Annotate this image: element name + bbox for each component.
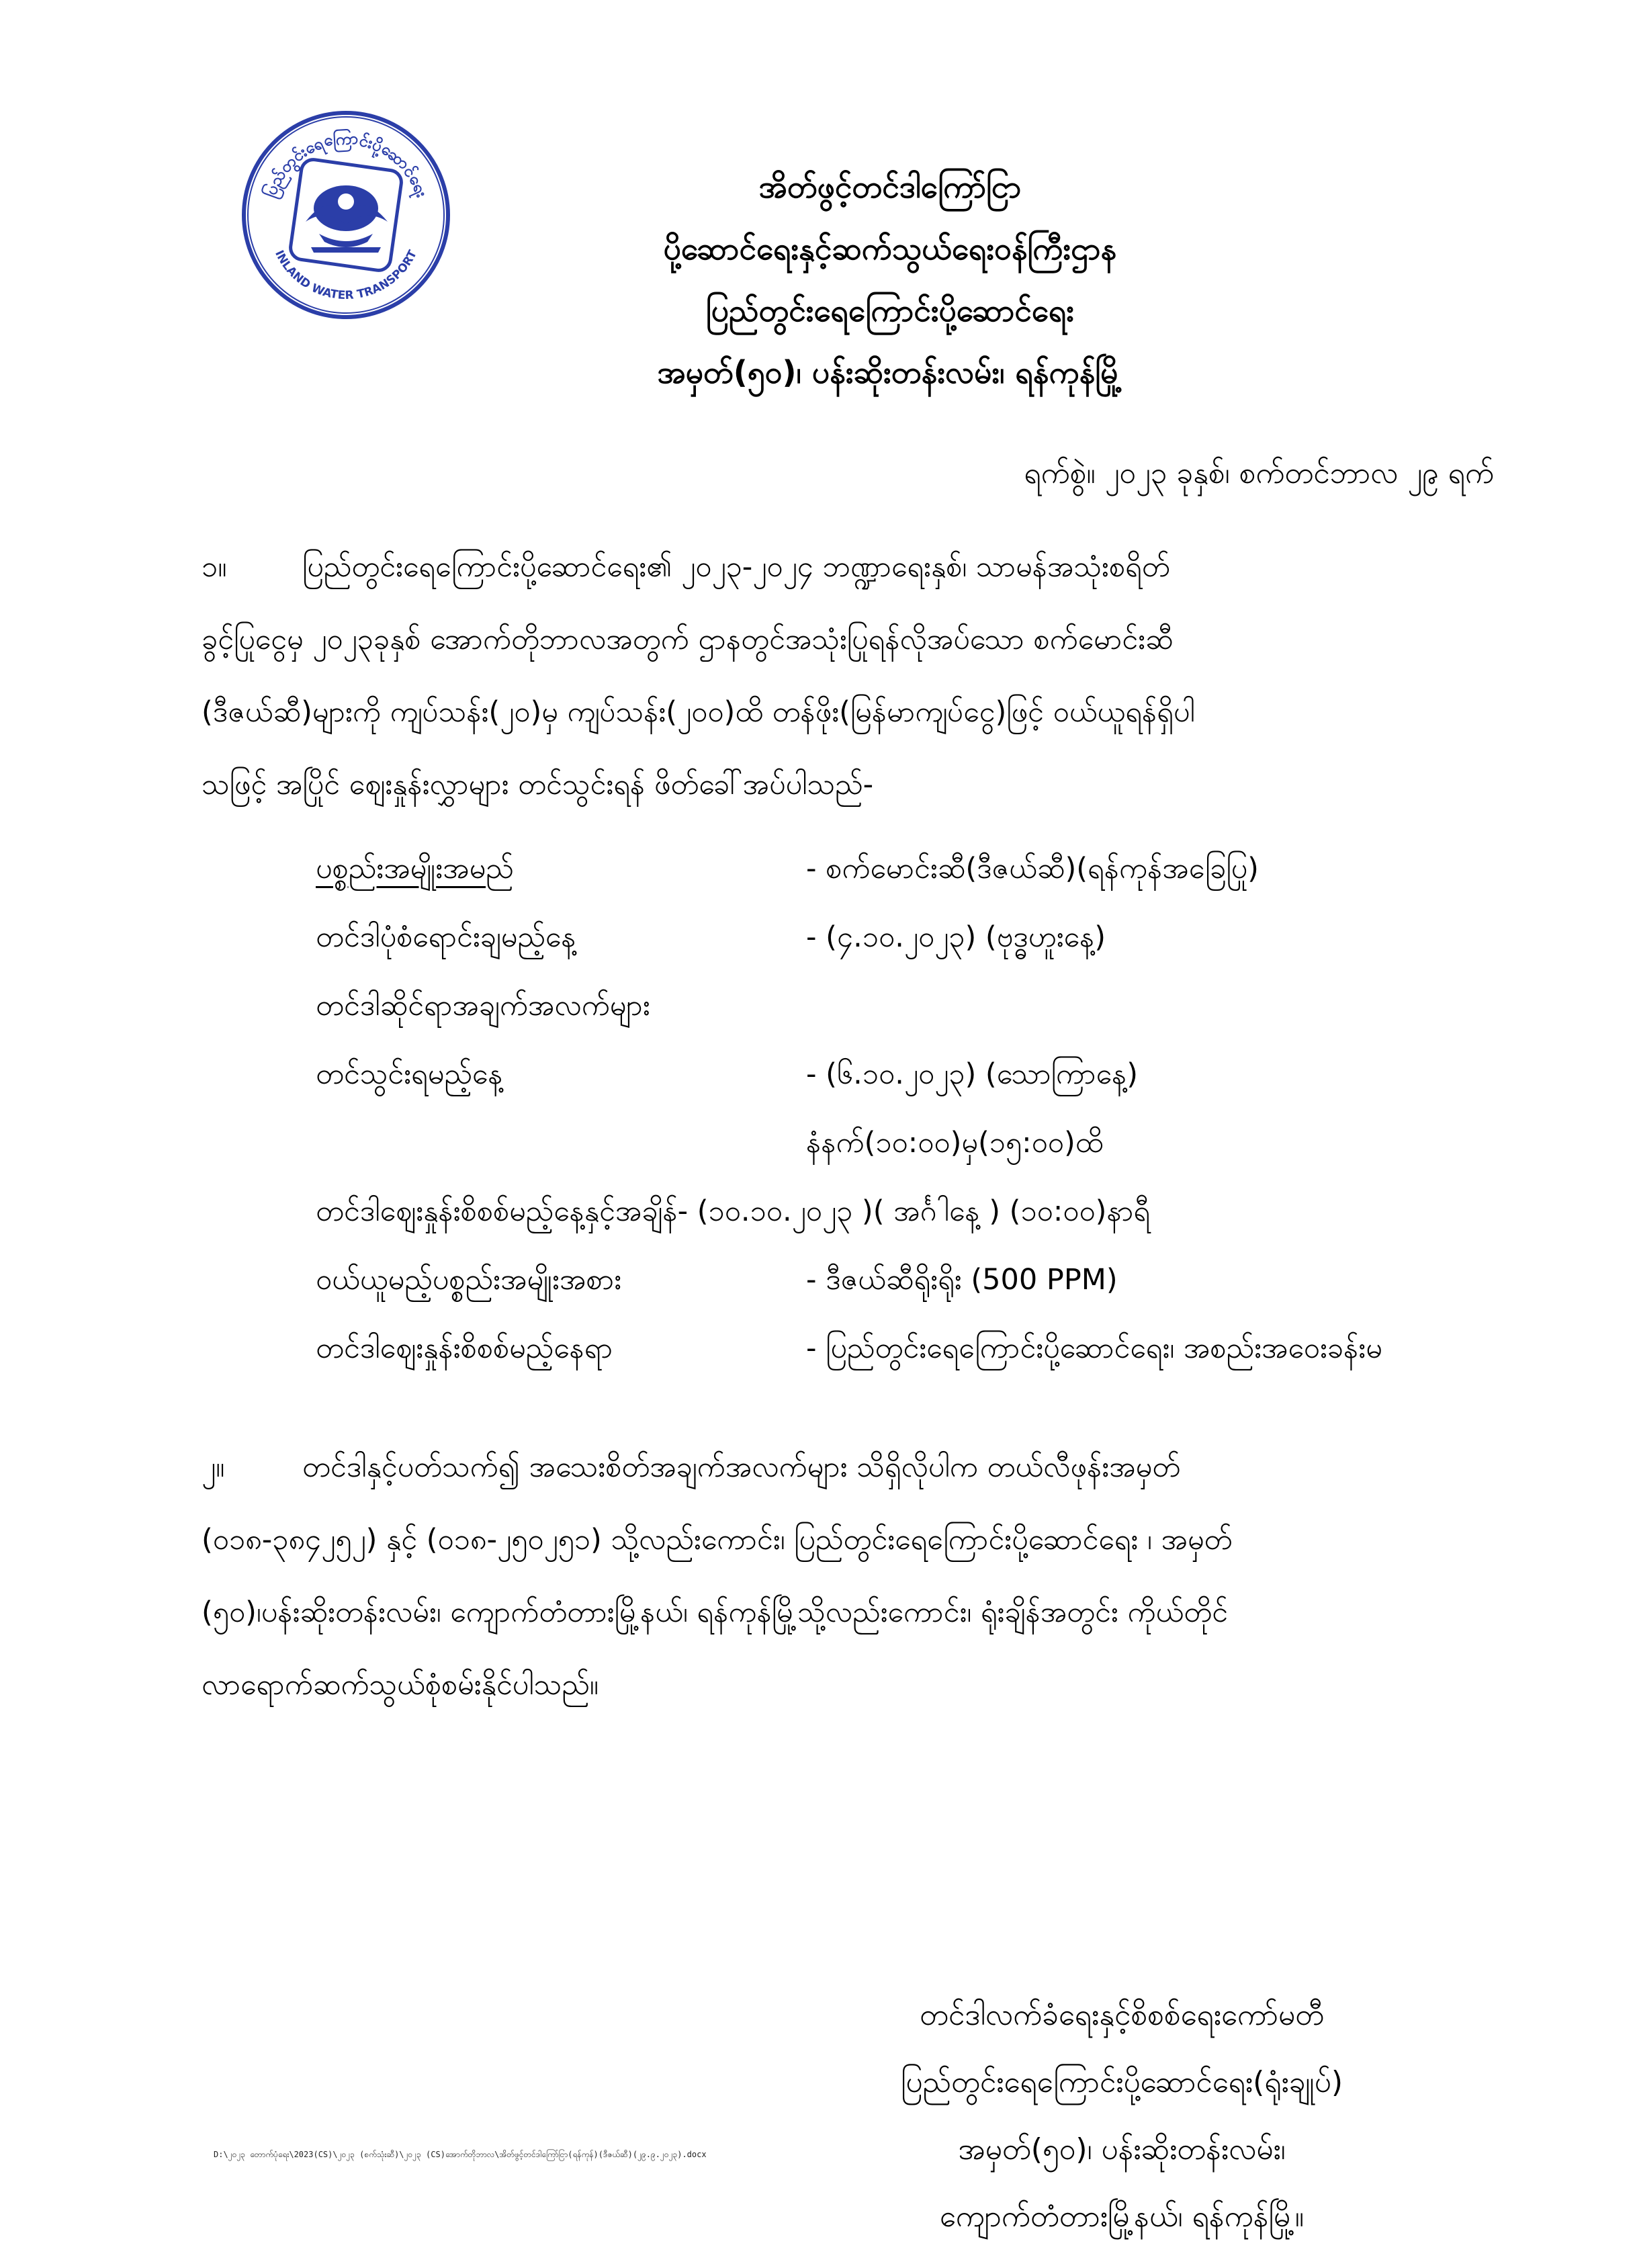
- paragraph-line: (၀၁၈-၃၈၄၂၅၂) နှင့် (၀၁၈-၂၅၀၂၅၁) သို့လည်းကောင်း၊ ပြည်တွင်းရေကြောင်းပို့ဆောင်ရေး ၊ အမှတ်: [202, 1523, 1233, 1557]
- paragraph-line: လာရောက်ဆက်သွယ်စုံစမ်းနိုင်ပါသည်။: [202, 1668, 599, 1702]
- paragraph-number: ၂။: [202, 1450, 225, 1484]
- detail-label: ပစ္စည်းအမျိုးအမည်: [316, 852, 514, 885]
- paragraph-text: ပြည်တွင်းရေကြောင်းပို့ဆောင်ရေး၏ ၂၀၂၃-၂၀၂၄ ဘဏ္ဍာရေးနှစ်၊ သာမန်အသုံးစရိတ်: [302, 550, 1170, 584]
- detail-value: နံနက်(၁၀:၀၀)မှ(၁၅:၀၀)ထိ: [806, 1126, 1104, 1160]
- detail-label: တင်သွင်းရမည့်နေ့: [316, 1057, 503, 1091]
- paragraph-line: သဖြင့် အပြိုင် ဈေးနှုန်းလွှာများ တင်သွင်းရန် ဖိတ်ခေါ်အပ်ပါသည်-: [202, 768, 874, 801]
- detail-row-item-name: [316, 834, 1498, 903]
- detail-row-submission-date: [316, 1040, 1498, 1108]
- signature-address-street: အမှတ်(၅၀)၊ ပန်းဆိုးတန်းလမ်း၊: [958, 2132, 1286, 2167]
- detail-label: တင်ဒါဆိုင်ရာအချက်အလက်များ: [316, 989, 650, 1022]
- date-line: ရက်စွဲ။ ၂၀၂၃ ခုနှစ်၊ စက်တင်ဘာလ ၂၉ ရက်: [1024, 456, 1494, 490]
- signature-committee: တင်ဒါလက်ခံရေးနှင့်စိစစ်ရေးကော်မတီ: [920, 1998, 1324, 2032]
- detail-label: တင်ဒါဈေးနှုန်းစိစစ်မည့်နေရာ: [316, 1332, 613, 1365]
- paragraph-line: ခွင့်ပြုငွေမှ ၂၀၂၃ခုနှစ် အောက်တိုဘာလအတွက် ဌာနတွင်အသုံးပြုရန်လိုအပ်သော စက်မောင်းဆီ: [202, 623, 1174, 656]
- detail-label: တင်ဒါပုံစံရောင်းချမည့်နေ့: [316, 920, 576, 954]
- header-address: အမှတ်(၅၀)၊ ပန်းဆိုးတန်းလမ်း၊ ရန်ကုန်မြို့: [657, 354, 1123, 390]
- detail-row-submission-time: [316, 1108, 1498, 1177]
- detail-row-form-sale-date: [316, 903, 1498, 971]
- paragraph-line: [202, 1431, 1498, 1503]
- header-title: အိတ်ဖွင့်တင်ဒါကြော်ငြာ: [758, 169, 1022, 205]
- seal-icon: [232, 101, 460, 329]
- document-header: [470, 156, 1310, 403]
- detail-value: - စက်မောင်းဆီ(ဒီဇယ်ဆီ)(ရန်ကုန်အခြေပြု): [806, 852, 1259, 885]
- detail-row-evaluation-date: [316, 1177, 1498, 1246]
- detail-row-tender-info: [316, 971, 1498, 1040]
- signature-address-city: ကျောက်တံတားမြို့နယ်၊ ရန်ကုန်မြို့။: [939, 2199, 1305, 2234]
- header-ministry: ပို့ဆောင်ရေးနှင့်ဆက်သွယ်ရေးဝန်ကြီးဌာန: [663, 230, 1117, 267]
- detail-value: - ပြည်တွင်းရေကြောင်းပို့ဆောင်ရေး၊ အစည်းအဝေးခန်းမ: [806, 1332, 1382, 1365]
- paragraph-number: ၁။: [202, 550, 227, 584]
- detail-label: ဝယ်ယူမည့်ပစ္စည်းအမျိုးအစား: [316, 1263, 622, 1297]
- seal-bottom-text: INLAND WATER TRANSPORT: [272, 248, 420, 303]
- detail-label: တင်ဒါဈေးနှုန်းစိစစ်မည့်နေ့နှင့်အချိန်- (၁၀.၁၀.၂၀၂၃ )( အင်္ဂါနေ့ ) (၁၀:၀၀)နာရီ: [316, 1194, 1151, 1228]
- paragraph-1: [202, 531, 1498, 821]
- paragraph-line: (ဒီဇယ်ဆီ)များကို ကျပ်သန်း(၂၀)မှ ကျပ်သန်း(၂၀၀)ထိ တန်ဖိုး(မြန်မာကျပ်ငွေ)ဖြင့် ဝယ်ယူရန်ရှိပါ: [202, 695, 1195, 729]
- file-path-footer: D:\၂၀၂၃ တောက်ပုံရေး\2023(CS)\၂၀၂၃ (စက်သုံးဆီ)\၂၀၂၃ (CS)အောက်တိုဘာလ\အိတ်ဖွင့်တင်ဒါကြော်ငြာ(ရန်ကုန်)(ဒီဇယ်ဆီ)(၂၉.၉.၂၀၂၃).docx: [214, 2150, 707, 2159]
- detail-row-evaluation-venue: [316, 1314, 1498, 1383]
- tender-details: [316, 834, 1498, 1383]
- signature-department: ပြည်တွင်းရေကြောင်းပို့ဆောင်ရေး(ရုံးချုပ်): [901, 2065, 1343, 2099]
- paragraph-line: [202, 531, 1498, 603]
- signature-block: [826, 1982, 1417, 2251]
- header-department: ပြည်တွင်းရေကြောင်းပို့ဆောင်ရေး: [706, 292, 1074, 329]
- paragraph-text: တင်ဒါနှင့်ပတ်သက်၍ အသေးစိတ်အချက်အလက်များ သိရှိလိုပါက တယ်လီဖုန်းအမှတ်: [302, 1450, 1181, 1484]
- inland-water-transport-seal: [232, 101, 460, 329]
- detail-value: - ဒီဇယ်ဆီရိုးရိုး (500 PPM): [806, 1263, 1118, 1297]
- seal-top-text: ပြည်တွင်းရေကြောင်းပို့ဆောင်ရေး: [260, 128, 432, 200]
- detail-value: - (၄.၁၀.၂၀၂၃) (ဗုဒ္ဓဟူးနေ့): [806, 920, 1106, 954]
- paragraph-2: [202, 1431, 1498, 1721]
- paragraph-line: (၅၀)၊ပန်းဆိုးတန်းလမ်း၊ ကျောက်တံတားမြို့နယ်၊ ရန်ကုန်မြို့သို့လည်းကောင်း၊ ရုံးချိန်အတွင်း ကိုယ်တိုင်: [202, 1596, 1229, 1629]
- detail-row-item-type: [316, 1246, 1498, 1314]
- detail-value: - (၆.၁၀.၂၀၂၃) (သောကြာနေ့): [806, 1057, 1138, 1091]
